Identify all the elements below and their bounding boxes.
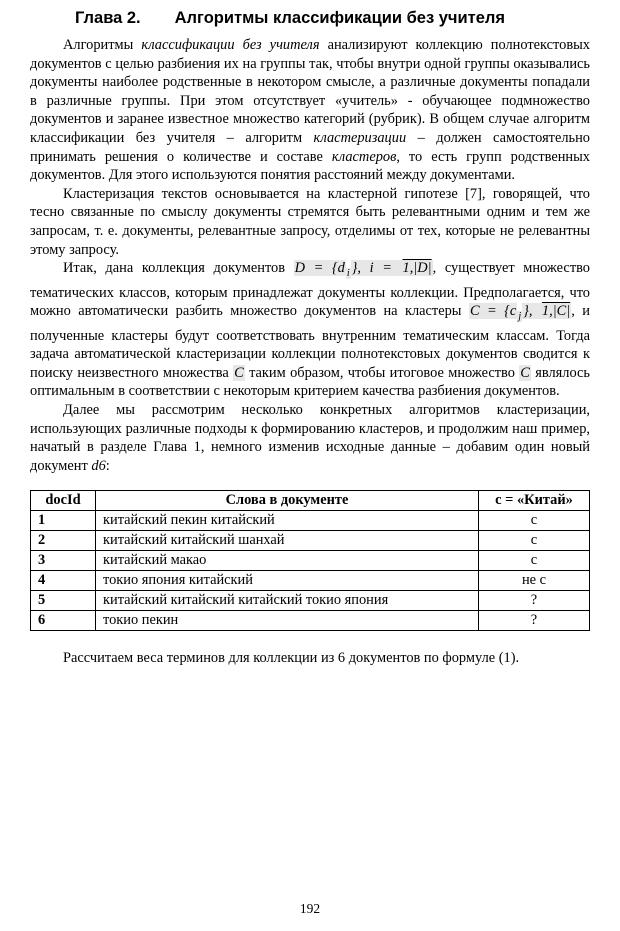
table-row bbox=[31, 511, 590, 531]
cell-words: китайский китайский шанхай bbox=[96, 531, 479, 551]
table-row bbox=[31, 571, 590, 591]
header-class: c = «Китай» bbox=[479, 491, 590, 511]
text-run: Кластеризация текстов основывается на кластерной гипотезе [7], говорящей, что тесно связанные по смыслу документы стремятся быть релевантными одним и тем же запросам, т. е. документы, релевантные запросу, отделимы от тех, которые не релевантны этому запросу. bbox=[30, 185, 590, 258]
text-run: являлось оптимальным в соответствии с некоторым критерием качества разбиения документов. bbox=[30, 364, 590, 400]
header-words: Слова в документе bbox=[96, 491, 479, 511]
cell-class: ? bbox=[479, 591, 590, 611]
text-run: 1,|D| bbox=[402, 260, 432, 277]
cell-class: c bbox=[479, 511, 590, 531]
table-row bbox=[31, 551, 590, 571]
text-run: j bbox=[518, 311, 522, 323]
closing-paragraph: Рассчитаем веса терминов для коллекции из 6 документов по формуле (1). bbox=[63, 650, 520, 667]
cell-docid: 3 bbox=[31, 551, 96, 571]
chapter-title: Алгоритмы классификации без учителя bbox=[174, 9, 506, 27]
cell-docid: 6 bbox=[31, 611, 96, 631]
paragraph bbox=[30, 401, 590, 475]
text-run: кластеров bbox=[331, 148, 397, 165]
text-run: Далее мы рассмотрим несколько конкретных алгоритмов кластеризации, использующих различные подходы к формированию кластеров, и продолжим наш пример, начатый в разделе Глава 1, немного изменив исходные данные – добавим один новый документ bbox=[30, 402, 590, 474]
cell-class: ? bbox=[479, 611, 590, 631]
chapter-heading bbox=[30, 8, 590, 28]
text-run: d6 bbox=[91, 457, 106, 474]
table-row bbox=[31, 611, 590, 631]
text-run: D = {d bbox=[294, 260, 345, 277]
header-docid: docId bbox=[31, 491, 96, 511]
cell-words: токио пекин bbox=[96, 611, 479, 631]
chapter-number: Глава 2. bbox=[75, 9, 141, 27]
text-run: классификации без учителя bbox=[141, 37, 320, 53]
text-run: Итак, дана коллекция документов bbox=[63, 260, 294, 277]
documents-table bbox=[30, 490, 590, 631]
cell-class: c bbox=[479, 531, 590, 551]
cell-words: китайский китайский китайский токио япония bbox=[96, 591, 479, 611]
text-run: – должен самостоятельно принимать решения о количестве и составе bbox=[30, 129, 590, 165]
body-text bbox=[30, 36, 590, 475]
paragraph bbox=[30, 36, 590, 185]
text-run: таким образом, чтобы итоговое множество bbox=[244, 364, 520, 381]
text-run: C bbox=[234, 364, 244, 381]
table-row bbox=[31, 531, 590, 551]
text-run: , то есть групп родственных документов. Для этого используются понятия расстояний между документами. bbox=[30, 148, 590, 184]
text-run: : bbox=[105, 457, 110, 474]
table-header-row bbox=[31, 491, 590, 511]
cell-words: токио япония китайский bbox=[96, 571, 479, 591]
table-row bbox=[31, 591, 590, 611]
text-run: , существует множество тематических классов, которым принадлежат документы коллекции. Предполагается, что можно автоматически разбить множество документов на кластеры bbox=[30, 260, 591, 320]
cell-class: c bbox=[479, 551, 590, 571]
cell-docid: 5 bbox=[31, 591, 96, 611]
text-run: кластеризации bbox=[313, 129, 407, 146]
cell-docid: 2 bbox=[31, 531, 96, 551]
text-run: }, i = bbox=[351, 260, 401, 277]
text-run: }, bbox=[523, 303, 540, 320]
paragraph bbox=[30, 185, 590, 259]
cell-class: не c bbox=[479, 571, 590, 591]
cell-words: китайский пекин китайский bbox=[96, 511, 479, 531]
cell-docid: 4 bbox=[31, 571, 96, 591]
cell-docid: 1 bbox=[31, 511, 96, 531]
text-run: Алгоритмы bbox=[63, 37, 142, 53]
text-run: C = {c bbox=[469, 303, 517, 320]
page-number: 192 bbox=[299, 901, 321, 916]
paragraph bbox=[30, 259, 590, 401]
text-run: C bbox=[520, 364, 530, 381]
cell-words: китайский макао bbox=[96, 551, 479, 571]
text-run: i bbox=[346, 268, 350, 279]
text-run: анализируют коллекцию полнотекстовых документов с целью разбиения их на группы так, чтобы внутри одной группы оказывались документы наиболее родственные в некотором смысле, а различные документы попадали в различные группы. При этом отсутствует «учитель» - обучающее подмножество документов и заранее известное множество категорий (рубрик). В общем случае алгоритм классификации без учителя – алгоритм bbox=[30, 37, 590, 146]
text-run: , и полученные кластеры будут соответствовать внутренним тематическим классам. Тогда задача автоматической кластеризации коллекции полнотекстовых документов сводится к поиску неизвестного множества bbox=[30, 303, 590, 381]
table-body bbox=[31, 511, 590, 631]
text-run: 1,|C| bbox=[541, 303, 571, 320]
